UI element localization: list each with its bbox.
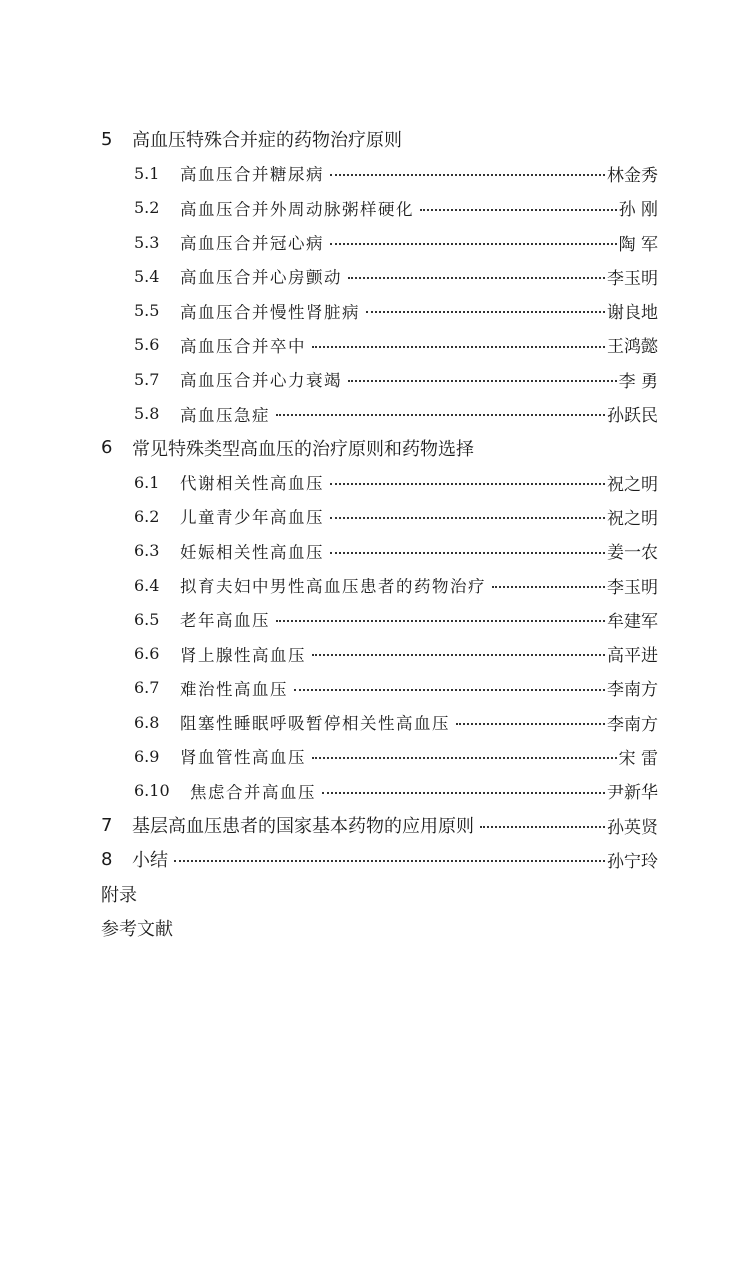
toc-number: 6.9 — [134, 746, 160, 766]
toc-author: 谢良地 — [607, 303, 658, 324]
dot-leader — [312, 654, 605, 656]
toc-section-row[interactable] — [0, 499, 753, 533]
toc-number: 6.6 — [134, 644, 160, 664]
dot-leader — [294, 689, 605, 691]
toc-section-row[interactable] — [0, 328, 753, 362]
toc-section-row[interactable] — [0, 156, 753, 190]
dot-leader — [420, 209, 617, 211]
toc-title: 参考文献 — [101, 918, 173, 940]
toc-author: 宋 雷 — [618, 748, 658, 769]
toc-section-row[interactable] — [0, 636, 753, 670]
toc-title: 高血压合并心房颤动 — [180, 268, 342, 288]
dot-leader — [312, 757, 617, 759]
dot-leader — [330, 517, 605, 519]
toc-number: 5.2 — [134, 198, 160, 218]
dot-leader — [276, 414, 605, 416]
dot-leader — [456, 723, 605, 725]
toc-title: 附录 — [101, 884, 137, 906]
toc-number: 6.4 — [134, 575, 160, 595]
toc-author: 祝之明 — [607, 474, 658, 495]
toc-author: 祝之明 — [607, 508, 658, 529]
toc-section-row[interactable] — [0, 225, 753, 259]
toc-author: 姜一农 — [607, 543, 658, 564]
toc-section-row[interactable] — [0, 739, 753, 773]
toc-section-row[interactable] — [0, 396, 753, 430]
dot-leader — [366, 311, 605, 313]
toc-title: 高血压合并卒中 — [180, 336, 306, 356]
toc-title: 小结 — [132, 850, 168, 872]
dot-leader — [312, 346, 605, 348]
toc-number: 6.5 — [134, 609, 160, 629]
toc-number: 5.1 — [134, 163, 160, 183]
toc-title: 常见特殊类型高血压的治疗原则和药物选择 — [132, 438, 474, 460]
toc-author: 李南方 — [607, 714, 658, 735]
dot-leader — [330, 483, 605, 485]
toc-title: 老年高血压 — [180, 611, 270, 631]
toc-section-row[interactable] — [0, 293, 753, 327]
table-of-contents — [0, 122, 753, 945]
toc-title: 高血压合并心力衰竭 — [180, 371, 342, 391]
dot-leader — [480, 826, 605, 828]
toc-number: 6.10 — [134, 781, 170, 801]
toc-title: 基层高血压患者的国家基本药物的应用原则 — [132, 816, 474, 838]
dot-leader — [174, 860, 605, 862]
toc-author: 孙跃民 — [607, 406, 658, 427]
toc-number: 8 — [101, 848, 113, 870]
toc-title: 难治性高血压 — [180, 679, 288, 699]
toc-title: 肾血管性高血压 — [180, 748, 306, 768]
toc-title: 肾上腺性高血压 — [180, 645, 306, 665]
toc-number: 6.7 — [134, 678, 160, 698]
toc-title: 高血压合并冠心病 — [180, 234, 324, 254]
toc-section-row[interactable] — [0, 362, 753, 396]
toc-title: 高血压急症 — [180, 405, 270, 425]
toc-chapter-row[interactable] — [0, 431, 753, 465]
dot-leader — [322, 792, 605, 794]
dot-leader — [492, 586, 605, 588]
toc-title: 焦虑合并高血压 — [190, 782, 316, 802]
toc-section-row[interactable] — [0, 568, 753, 602]
toc-section-row[interactable] — [0, 465, 753, 499]
toc-title: 妊娠相关性高血压 — [180, 542, 324, 562]
toc-number: 7 — [101, 814, 113, 836]
dot-leader — [348, 380, 617, 382]
toc-number: 5.5 — [134, 301, 160, 321]
toc-title: 高血压合并外周动脉粥样硬化 — [180, 199, 414, 219]
toc-number: 5 — [101, 128, 113, 150]
toc-author: 李 勇 — [618, 371, 658, 392]
toc-section-row[interactable] — [0, 191, 753, 225]
toc-title: 代谢相关性高血压 — [180, 474, 324, 494]
toc-author: 牟建军 — [607, 611, 658, 632]
toc-author: 高平进 — [607, 646, 658, 667]
toc-author: 林金秀 — [607, 165, 658, 186]
toc-chapter-row[interactable] — [0, 122, 753, 156]
toc-title: 高血压特殊合并症的药物治疗原则 — [132, 130, 402, 152]
toc-author: 王鸿懿 — [607, 337, 658, 358]
toc-appendix-row[interactable] — [0, 911, 753, 945]
toc-section-row[interactable] — [0, 259, 753, 293]
toc-author: 陶 军 — [618, 234, 658, 255]
toc-appendix-row[interactable] — [0, 877, 753, 911]
toc-title: 高血压合并糖尿病 — [180, 165, 324, 185]
toc-number: 5.8 — [134, 404, 160, 424]
toc-author: 孙宁玲 — [607, 851, 658, 872]
toc-section-row[interactable] — [0, 534, 753, 568]
toc-number: 5.3 — [134, 232, 160, 252]
dot-leader — [330, 174, 605, 176]
toc-title: 阻塞性睡眠呼吸暂停相关性高血压 — [180, 714, 450, 734]
toc-chapter-row[interactable] — [0, 808, 753, 842]
toc-number: 5.7 — [134, 369, 160, 389]
toc-number: 6 — [101, 437, 113, 459]
toc-number: 6.8 — [134, 712, 160, 732]
toc-title: 拟育夫妇中男性高血压患者的药物治疗 — [180, 577, 486, 596]
toc-number: 5.4 — [134, 266, 160, 286]
dot-leader — [348, 277, 605, 279]
toc-number: 5.6 — [134, 335, 160, 355]
toc-author: 尹新华 — [607, 783, 658, 804]
toc-title: 儿童青少年高血压 — [180, 508, 324, 528]
dot-leader — [330, 552, 605, 554]
toc-author: 孙英贤 — [607, 817, 658, 838]
toc-section-row[interactable] — [0, 671, 753, 705]
toc-number: 6.2 — [134, 506, 160, 526]
toc-section-row[interactable] — [0, 774, 753, 808]
toc-author: 孙 刚 — [618, 200, 658, 221]
toc-title: 高血压合并慢性肾脏病 — [180, 302, 360, 322]
dot-leader — [276, 620, 605, 622]
toc-number: 6.1 — [134, 472, 160, 492]
toc-number: 6.3 — [134, 541, 160, 561]
toc-section-row[interactable] — [0, 602, 753, 636]
toc-chapter-row[interactable] — [0, 842, 753, 876]
toc-author: 李玉明 — [607, 577, 658, 598]
dot-leader — [330, 243, 617, 245]
toc-section-row[interactable] — [0, 705, 753, 739]
toc-author: 李南方 — [607, 680, 658, 701]
toc-author: 李玉明 — [607, 268, 658, 289]
